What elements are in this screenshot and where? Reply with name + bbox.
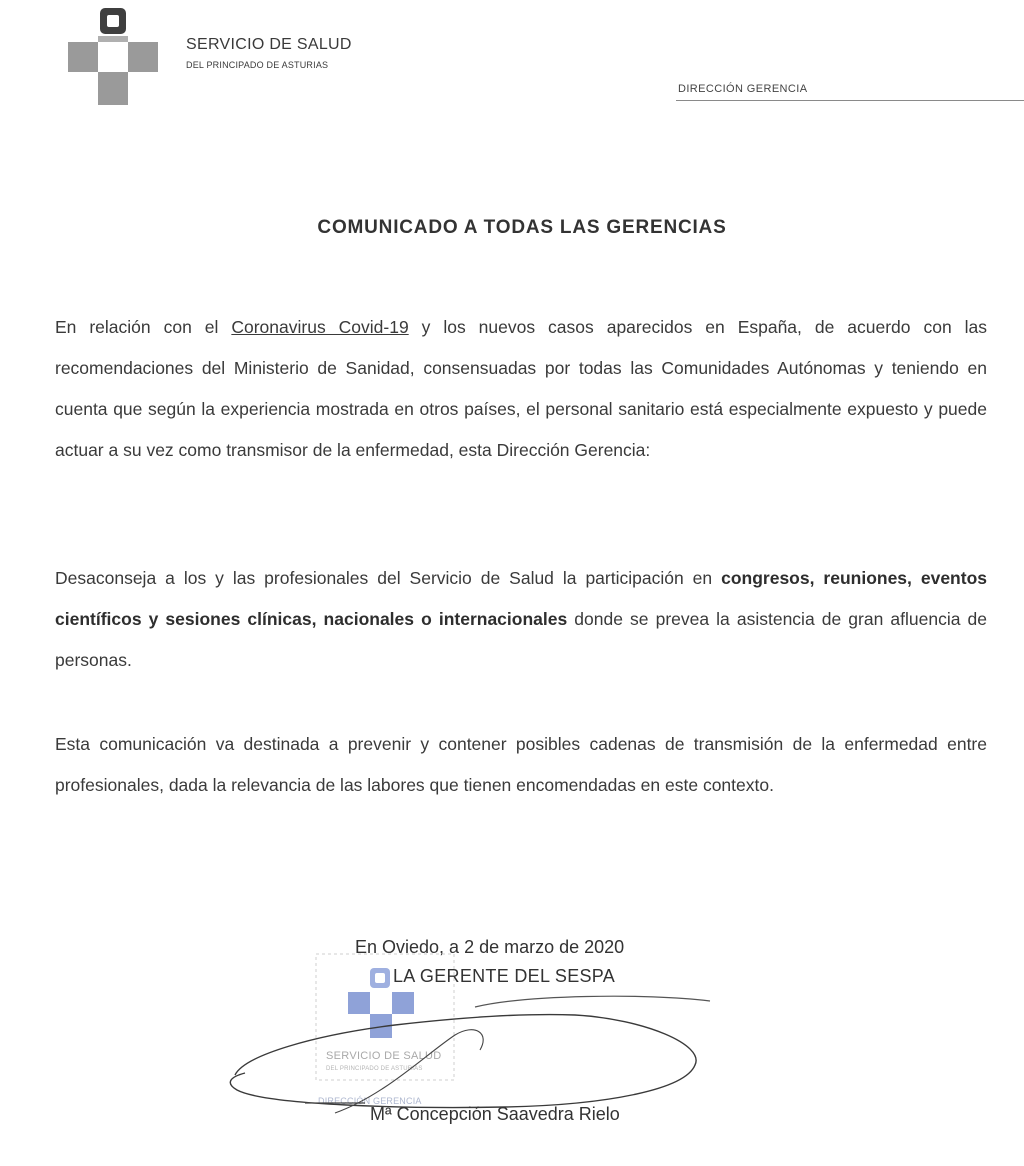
paragraph-2: Desaconseja a los y las profesionales del Servicio de Salud la participación en congresos, reuniones, eventos científicos y sesiones clínicas, nacionales o internacionales donde se prevea la asistencia de gran afluencia de personas. <box>55 568 987 670</box>
organization-subtitle: DEL PRINCIPADO DE ASTURIAS <box>186 60 329 70</box>
header-rule <box>676 100 1024 101</box>
sespa-logo-icon <box>66 6 161 107</box>
paragraph-3: Esta comunicación va destinada a prevenir y contener posibles cadenas de transmisión de la enfermedad entre profesionales, dada la relevancia de las labores que tienen encomendadas en este contexto. <box>55 734 987 795</box>
handwritten-signature <box>225 995 725 1120</box>
department-label: DIRECCIÓN GERENCIA <box>678 83 808 95</box>
document-title: COMUNICADO A TODAS LAS GERENCIAS <box>317 217 727 238</box>
bold-events-list: congresos, reuniones, eventos científicos y sesiones clínicas, nacionales o internacionales <box>55 568 987 629</box>
signature-place-date: En Oviedo, a 2 de marzo de 2020 <box>355 937 625 957</box>
stamp-organization-name: SERVICIO DE SALUD <box>326 1050 442 1062</box>
signatory-name: Mª Concepción Saavedra Rielo <box>370 1104 620 1124</box>
signatory-role: LA GERENTE DEL SESPA <box>393 966 616 986</box>
stamp-organization-subtitle: DEL PRINCIPADO DE ASTURIAS <box>326 1066 423 1072</box>
stamp-department: DIRECCIÓN GERENCIA <box>318 1096 422 1106</box>
organization-name: SERVICIO DE SALUD <box>186 36 352 53</box>
underlined-term: Coronavirus Covid-19 <box>231 317 409 337</box>
paragraph-1: En relación con el Coronavirus Covid-19 y los nuevos casos aparecidos en España, de acuerdo con las recomendaciones del Ministerio de Sanidad, consensuadas por todas las Comunidades Autónomas y teniendo en cuenta que según la experiencia mostrada en otros países, el personal sanitario está especialmente expuesto y puede actuar a su vez como transmisor de la enfermedad, esta Dirección Gerencia: <box>55 317 987 460</box>
